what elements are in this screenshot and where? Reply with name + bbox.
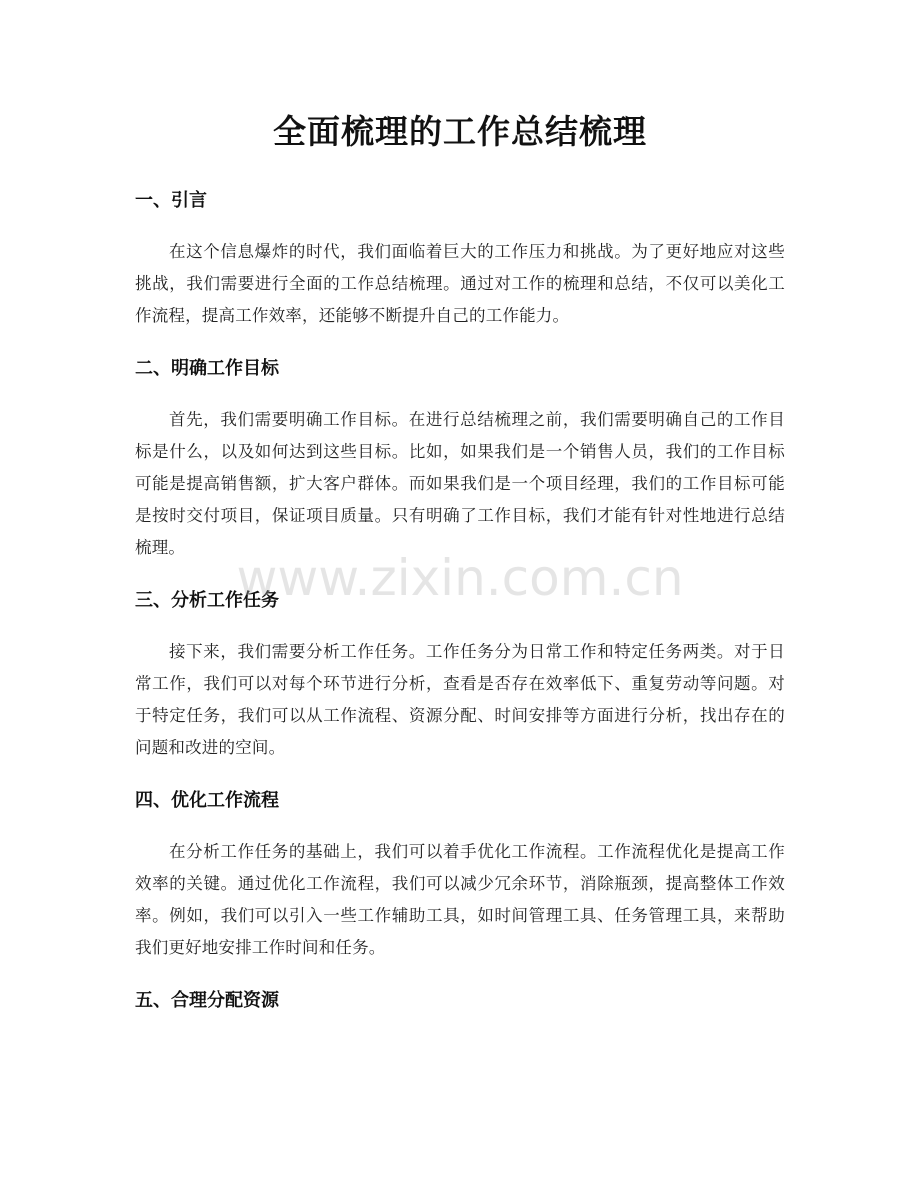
section-paragraph: 首先，我们需要明确工作目标。在进行总结梳理之前，我们需要明确自己的工作目标是什么，以及如何达到这些目标。比如，如果我们是一个销售人员，我们的工作目标可能是提高销售额，扩大客户群体。而如果我们是一个项目经理，我们的工作目标可能是按时交付项目，保证项目质量。只有明确了工作目标，我们才能有针对性地进行总结梳理。 <box>135 410 785 557</box>
section-heading: 三、分析工作任务 <box>135 590 279 611</box>
document-title: 全面梳理的工作总结梳理 <box>273 112 647 151</box>
section-goals <box>135 354 785 564</box>
section-paragraph: 接下来，我们需要分析工作任务。工作任务分为日常工作和特定任务两类。对于日常工作，我们可以对每个环节进行分析，查看是否存在效率低下、重复劳动等问题。对于特定任务，我们可以从工作流程、资源分配、时间安排等方面进行分析，找出存在的问题和改进的空间。 <box>135 642 785 757</box>
section-paragraph: 在这个信息爆炸的时代，我们面临着巨大的工作压力和挑战。为了更好地应对这些挑战，我们需要进行全面的工作总结梳理。通过对工作的梳理和总结，不仅可以美化工作流程，提高工作效率，还能够不断提升自己的工作能力。 <box>135 242 785 325</box>
section-tasks <box>135 586 785 764</box>
document-body <box>135 186 785 1016</box>
section-heading: 一、引言 <box>135 190 207 211</box>
watermark-text: www.zixin.com.cn <box>236 549 684 607</box>
section-workflow <box>135 786 785 964</box>
section-intro <box>135 186 785 332</box>
section-heading: 二、明确工作目标 <box>135 358 279 379</box>
section-heading: 四、优化工作流程 <box>135 790 279 811</box>
section-resources <box>135 986 785 1016</box>
section-heading: 五、合理分配资源 <box>135 990 279 1011</box>
section-paragraph: 在分析工作任务的基础上，我们可以着手优化工作流程。工作流程优化是提高工作效率的关键。通过优化工作流程，我们可以减少冗余环节，消除瓶颈，提高整体工作效率。例如，我们可以引入一些工作辅助工具，如时间管理工具、任务管理工具，来帮助我们更好地安排工作时间和任务。 <box>135 842 785 957</box>
